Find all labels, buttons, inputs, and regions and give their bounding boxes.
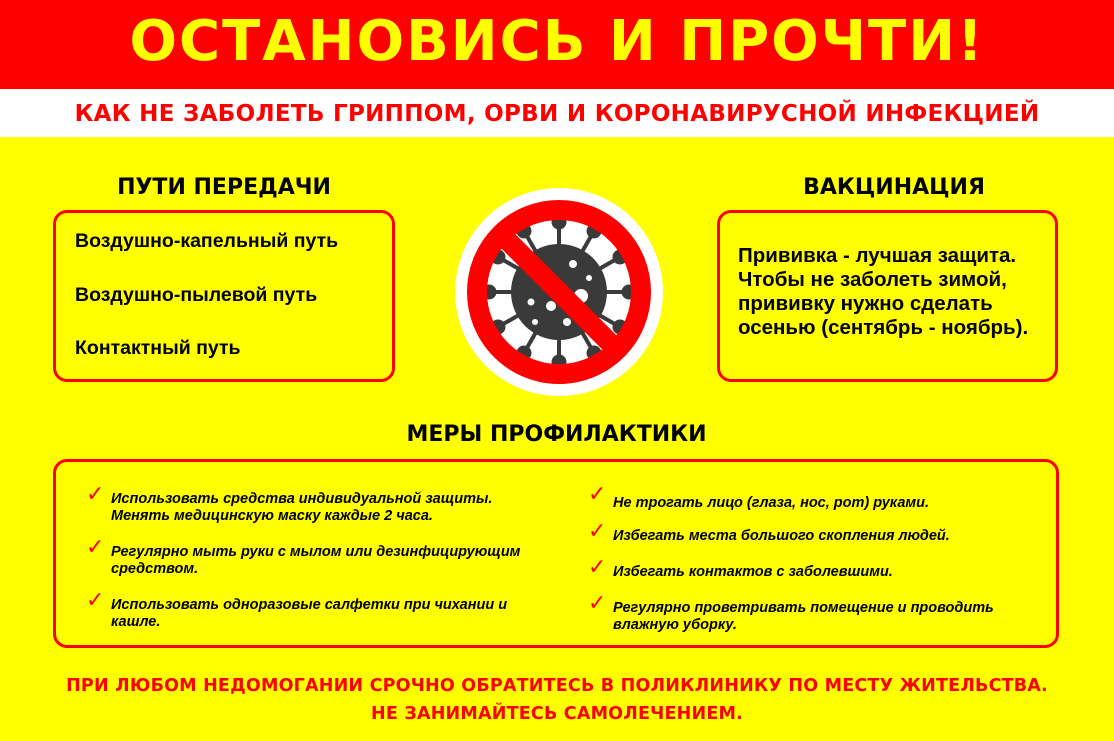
prevention-item (613, 564, 893, 581)
prevention-item (613, 495, 929, 512)
main-title: ОСТАНОВИСЬ И ПРОЧТИ! (129, 9, 985, 74)
footer-warning-line1: ПРИ ЛЮБОМ НЕДОМОГАНИИ СРОЧНО ОБРАТИТЕСЬ В ПОЛИКЛИНИКУ ПО МЕСТУ ЖИТЕЛЬСТВА. (66, 676, 1048, 696)
prevention-item-line: Регулярно мыть руки с мылом или дезинфицирующим (111, 544, 521, 560)
checkmark-icon: ✓ (86, 482, 105, 507)
transmission-item: Воздушно-капельный путь (75, 230, 339, 252)
virus-prohibited-icon (453, 186, 665, 398)
prevention-item-line: Менять медицинскую маску каждые 2 часа. (111, 508, 433, 524)
prevention-title: МЕРЫ ПРОФИЛАКТИКИ (406, 422, 707, 447)
transmission-item: Контактный путь (75, 337, 241, 359)
checkmark-icon: ✓ (86, 535, 105, 560)
prevention-item-line: Регулярно проветривать помещение и проводить (613, 600, 994, 616)
prevention-item-line: Избегать места большого скопления людей. (613, 528, 950, 544)
vaccination-title: ВАКЦИНАЦИЯ (803, 175, 985, 200)
prevention-item (613, 528, 950, 545)
subtitle: КАК НЕ ЗАБОЛЕТЬ ГРИППОМ, ОРВИ И КОРОНАВИРУСНОЙ ИНФЕКЦИЕЙ (74, 101, 1040, 127)
prevention-item-line: влажную уборку. (613, 617, 737, 633)
checkmark-icon: ✓ (588, 591, 607, 616)
prevention-item-line: Использовать одноразовые салфетки при чихании и (111, 597, 508, 613)
prevention-item-line: кашле. (111, 614, 161, 630)
prevention-item (111, 544, 520, 578)
transmission-item: Воздушно-пылевой путь (75, 284, 318, 306)
vaccination-line: Чтобы не заболеть зимой, (738, 268, 1007, 291)
prevention-item (111, 491, 492, 525)
vaccination-text (738, 244, 1068, 340)
prevention-item-line: Использовать средства индивидуальной защиты. (111, 491, 493, 507)
footer-warning-line2: НЕ ЗАНИМАЙТЕСЬ САМОЛЕЧЕНИЕМ. (371, 704, 743, 724)
checkmark-icon: ✓ (588, 482, 607, 507)
checkmark-icon: ✓ (588, 555, 607, 580)
prevention-item (111, 597, 507, 631)
prevention-item-line: Избегать контактов с заболевшими. (613, 564, 893, 580)
vaccination-line: прививку нужно сделать (738, 292, 993, 315)
vaccination-line: осенью (сентябрь - ноябрь). (738, 316, 1029, 339)
transmission-title: ПУТИ ПЕРЕДАЧИ (117, 175, 331, 200)
prevention-item-line: Не трогать лицо (глаза, нос, рот) руками. (613, 495, 930, 511)
checkmark-icon: ✓ (588, 519, 607, 544)
prevention-item-line: средством. (111, 561, 199, 577)
prevention-item (613, 600, 994, 634)
checkmark-icon: ✓ (86, 588, 105, 613)
vaccination-line: Прививка - лучшая защита. (738, 244, 1017, 267)
